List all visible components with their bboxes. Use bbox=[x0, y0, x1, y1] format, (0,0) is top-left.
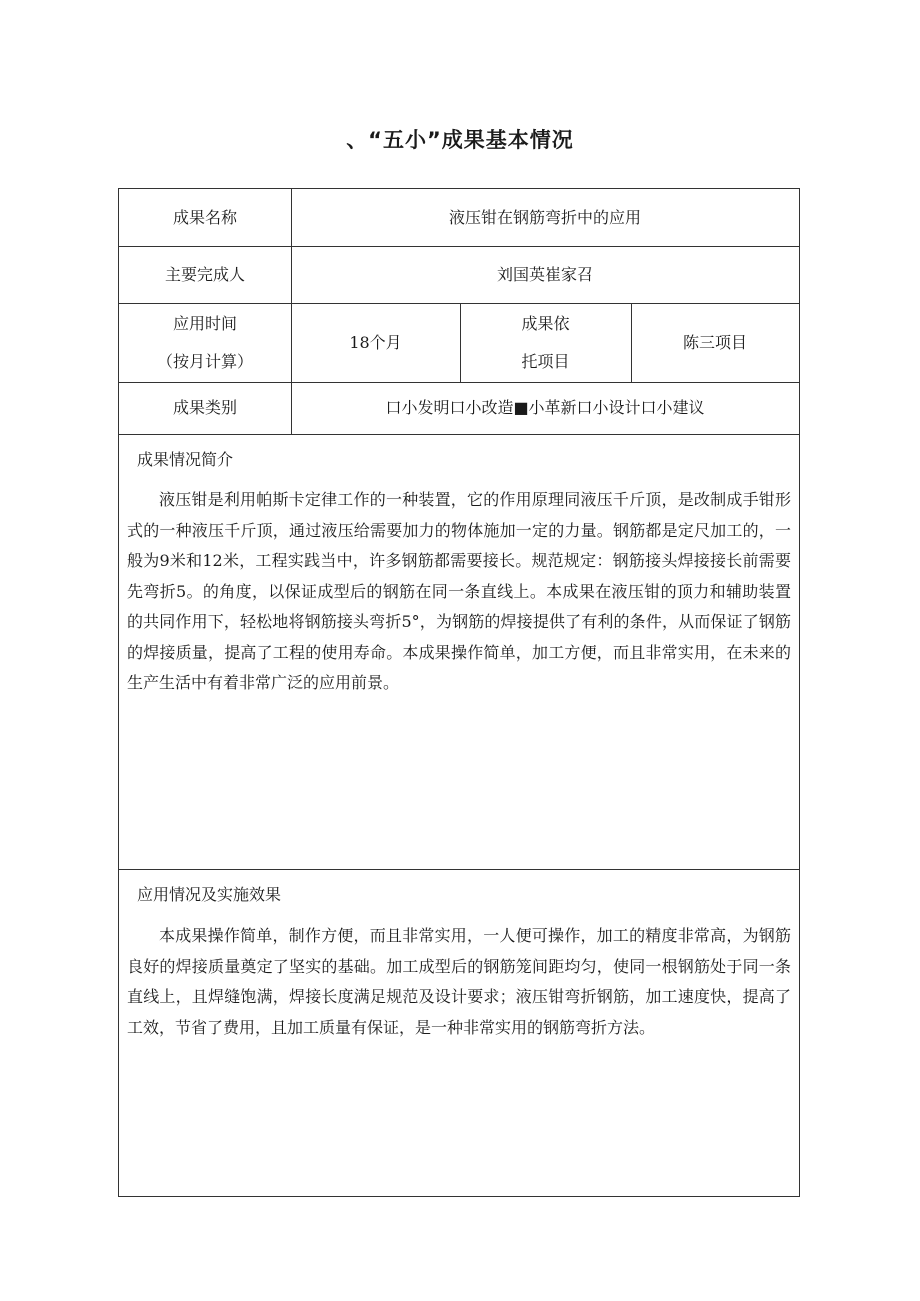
name-value: 液压钳在钢筋弯折中的应用 bbox=[448, 207, 641, 227]
time-label bbox=[119, 303, 291, 382]
row-divider bbox=[119, 869, 799, 870]
project-label bbox=[460, 303, 631, 382]
project-value: 陈三项目 bbox=[682, 332, 747, 352]
summary-body: 液压钳是利用帕斯卡定律工作的一种装置，它的作用原理同液压千斤顶，是改制成手钳形式的一种液压千斤顶，通过液压给需要加力的物体施加一定的力量。钢筋都是定尺加工的，一般为9米和12米，工程实践当中，许多钢筋都需要接长。规范规定：钢筋接头焊接接长前需要先弯折5。的角度，以保证成型后的钢筋在同一条直线上。本成果在液压钳的顶力和辅助装置的共同作用下，轻松地将钢筋接头弯折5°，为钢筋的焊接提供了有利的条件，从而保证了钢筋的焊接质量，提高了工程的使用寿命。本成果操作简单，加工方便，而且非常实用，在未来的生产生活中有着非常广泛的应用前景。 bbox=[127, 490, 791, 692]
people-value: 刘国英崔家召 bbox=[496, 264, 593, 284]
application-body: 本成果操作简单，制作方便，而且非常实用，一人便可操作，加工的精度非常高，为钢筋良好的焊接质量奠定了坚实的基础。加工成型后的钢筋笼间距均匀，使同一根钢筋处于同一条直线上，且焊缝饱满，焊接长度满足规范及设计要求；液压钳弯折钢筋，加工速度快，提高了工效，节省了费用，且加工质量有保证，是一种非常实用的钢筋弯折方法。 bbox=[127, 926, 791, 1037]
summary-heading: 成果情况简介 bbox=[137, 450, 234, 469]
people-label: 主要完成人 bbox=[164, 264, 245, 284]
application-heading: 应用情况及实施效果 bbox=[137, 885, 282, 904]
category-value: 口小发明口小改造■小革新口小设计口小建议 bbox=[385, 398, 705, 417]
project-label-line1: 成果依 bbox=[521, 313, 570, 333]
time-label-line1: 应用时间 bbox=[172, 313, 237, 333]
time-label-line2: （按月计算） bbox=[156, 351, 253, 371]
row-divider bbox=[119, 434, 799, 435]
page-title: 、“五小”成果基本情况 bbox=[346, 128, 574, 152]
time-value: 18个月 bbox=[349, 332, 402, 352]
category-label: 成果类别 bbox=[172, 398, 237, 417]
info-table bbox=[118, 188, 800, 1197]
project-label-line2: 托项目 bbox=[521, 351, 570, 371]
name-label: 成果名称 bbox=[172, 207, 237, 227]
